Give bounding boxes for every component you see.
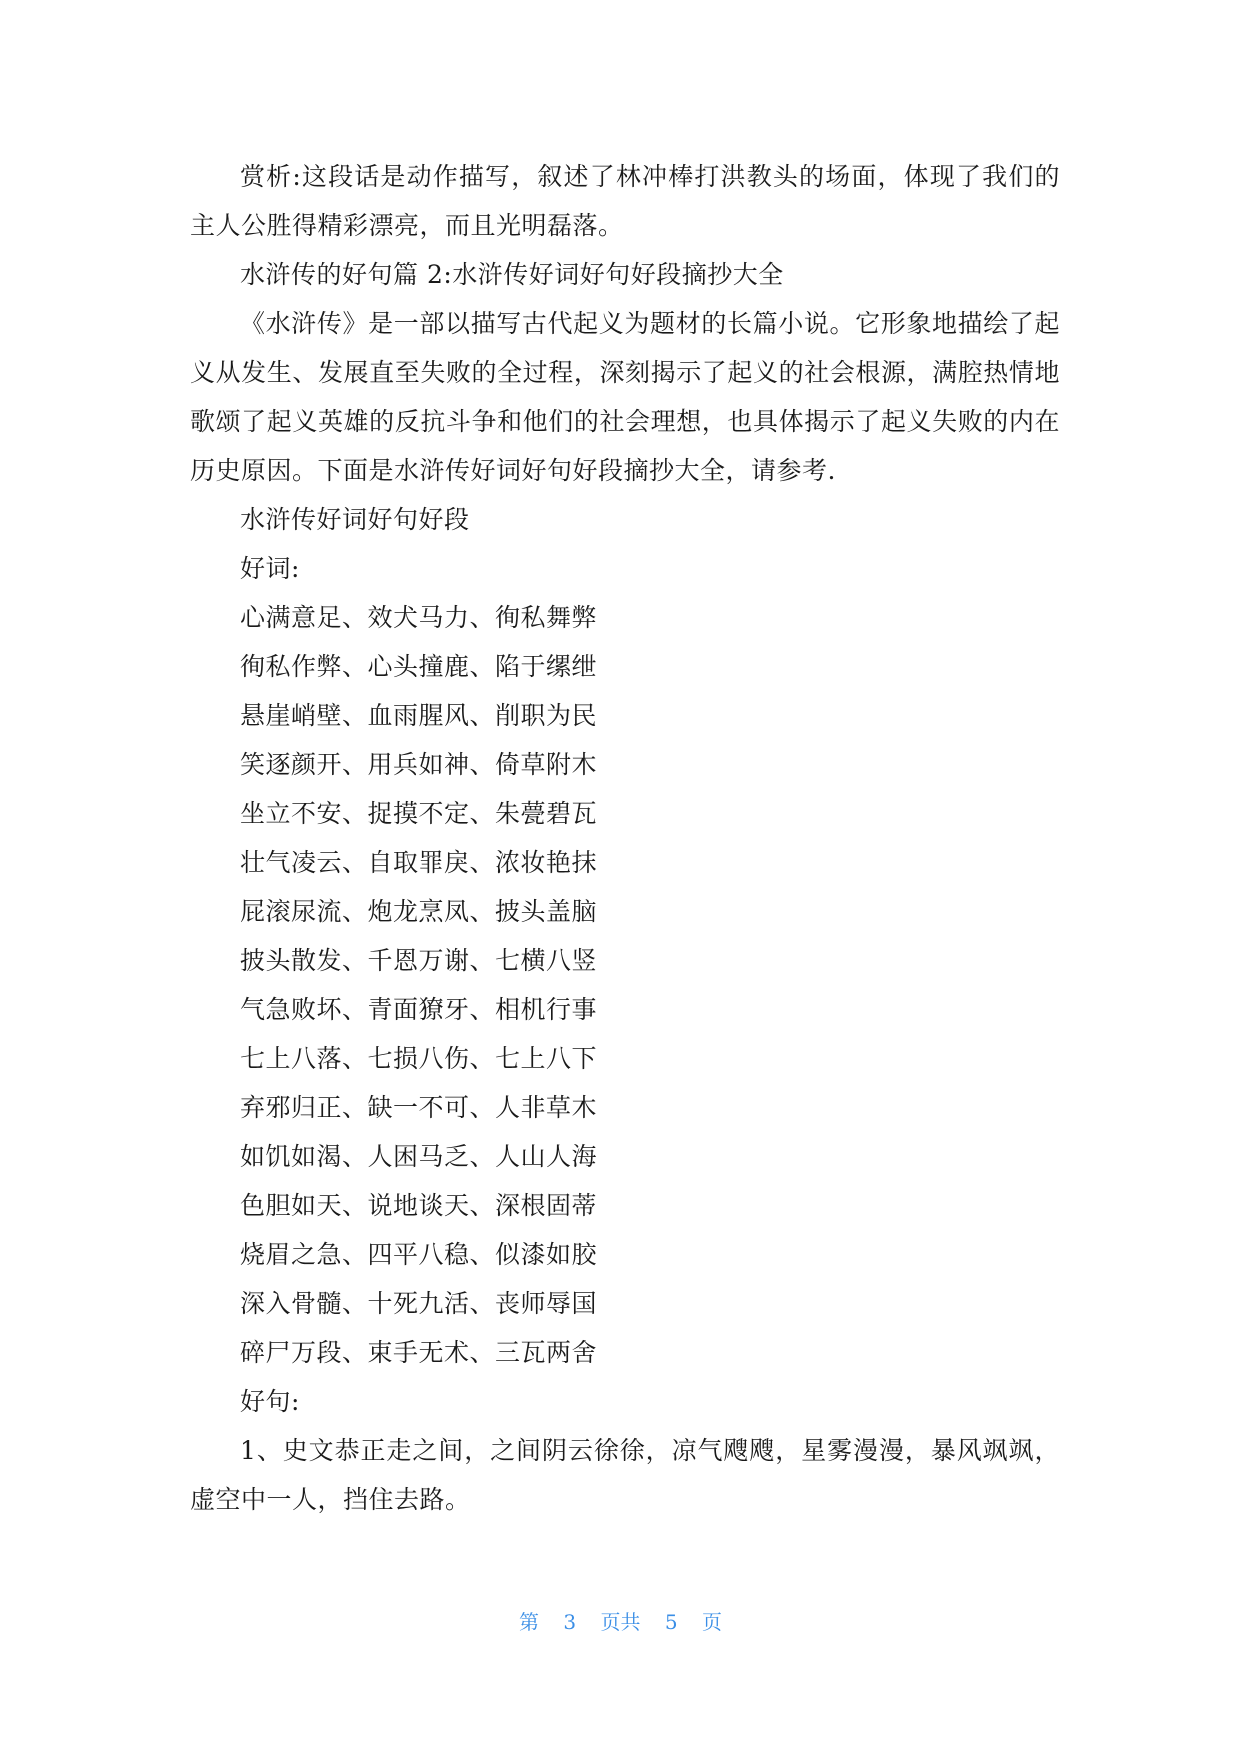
sentence-1: 1、史文恭正走之间，之间阴云徐徐，凉气飕飕，星雾漫漫，暴风飒飒，虚空中一人，挡住去路。 (190, 1436, 1060, 1514)
word-line: 坐立不安、捉摸不定、朱甍碧瓦 (240, 799, 598, 828)
footer-current-page: 3 (563, 1610, 577, 1634)
word-line: 壮气凌云、自取罪戾、浓妆艳抹 (240, 848, 598, 877)
word-line: 屁滚尿流、炮龙烹凤、披头盖脑 (240, 897, 598, 926)
footer-total-pages: 5 (664, 1610, 678, 1634)
word-line: 色胆如天、说地谈天、深根固蒂 (240, 1191, 598, 1220)
word-line: 气急败坏、青面獠牙、相机行事 (240, 995, 598, 1024)
subheading: 水浒传好词好句好段 (240, 505, 470, 534)
section-title: 水浒传的好句篇 2:水浒传好词好句好段摘抄大全 (240, 260, 784, 289)
sentences-label: 好句: (240, 1387, 300, 1416)
footer-prefix: 第 (519, 1610, 540, 1634)
word-line: 心满意足、效犬马力、徇私舞弊 (240, 603, 598, 632)
word-line: 如饥如渴、人困马乏、人山人海 (240, 1142, 598, 1171)
word-line: 悬崖峭壁、血雨腥风、削职为民 (240, 701, 598, 730)
word-line: 烧眉之急、四平八稳、似漆如胶 (240, 1240, 598, 1269)
word-line: 弃邪归正、缺一不可、人非草木 (240, 1093, 598, 1122)
footer-middle: 页共 (600, 1610, 641, 1634)
word-line: 七上八落、七损八伤、七上八下 (240, 1044, 598, 1073)
analysis-paragraph: 赏析:这段话是动作描写，叙述了林冲棒打洪教头的场面，体现了我们的主人公胜得精彩漂亮，而且光明磊落。 (190, 162, 1060, 240)
word-line: 徇私作弊、心头撞鹿、陷于缧绁 (240, 652, 598, 681)
document-body (190, 152, 1060, 1524)
words-label: 好词: (240, 554, 300, 583)
footer-suffix: 页 (701, 1610, 722, 1634)
page-footer (0, 1606, 1241, 1635)
intro-paragraph: 《水浒传》是一部以描写古代起义为题材的长篇小说。它形象地描绘了起义从发生、发展直至失败的全过程，深刻揭示了起义的社会根源，满腔热情地歌颂了起义英雄的反抗斗争和他们的社会理想，也具体揭示了起义失败的内在历史原因。下面是水浒传好词好句好段摘抄大全，请参考. (190, 309, 1060, 485)
word-line: 深入骨髓、十死九活、丧师辱国 (240, 1289, 598, 1318)
word-line: 笑逐颜开、用兵如神、倚草附木 (240, 750, 598, 779)
word-line: 碎尸万段、束手无术、三瓦两舍 (240, 1338, 598, 1367)
word-line: 披头散发、千恩万谢、七横八竖 (240, 946, 598, 975)
